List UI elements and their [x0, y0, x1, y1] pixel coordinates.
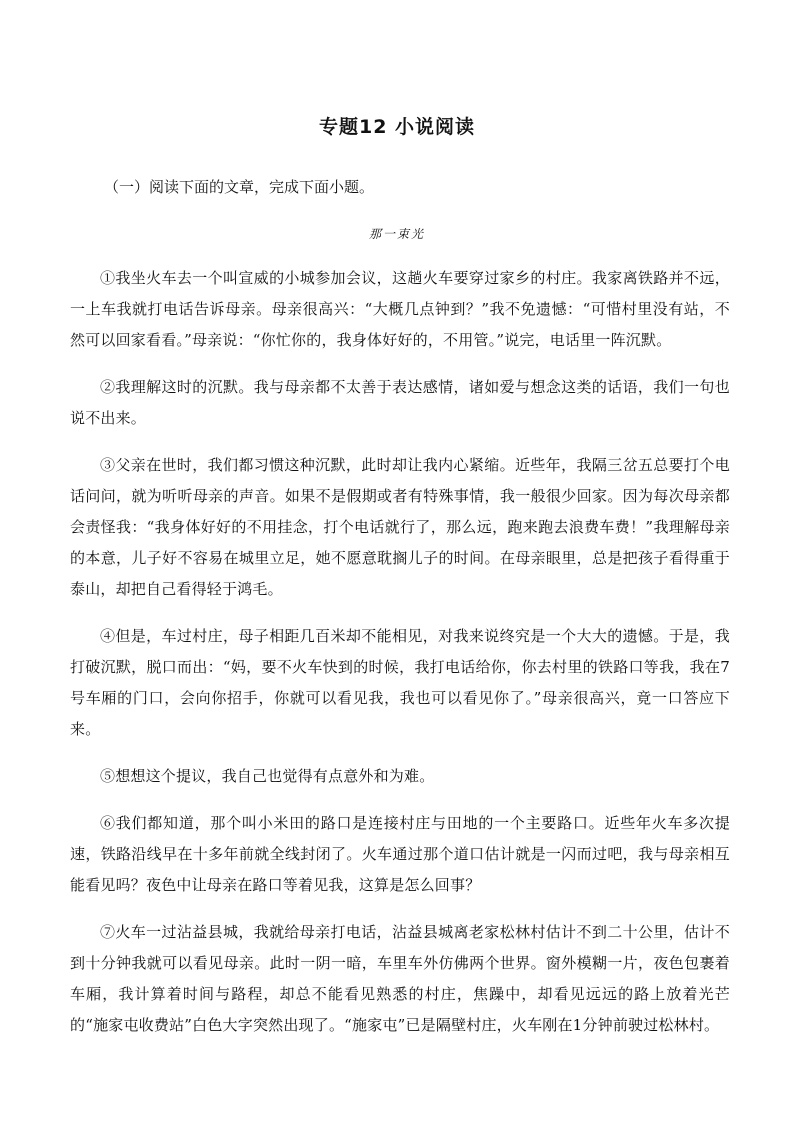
section-instruction: （一）阅读下面的文章，完成下面小题。: [104, 178, 375, 196]
page-title: 专题12 小说阅读: [318, 116, 476, 138]
paragraph-6: ⑥我们都知道，那个叫小米田的路口是连接村庄与田地的一个主要路口。近些年火车多次提速，铁路沿线早在十多年前就全线封闭了。火车通过那个道口估计就是一闪而过吧，我与母亲相互能看见吗？夜色中让母亲在路口等着见我，这算是怎么回事？: [70, 814, 730, 894]
paragraph-2: ②我理解这时的沉默。我与母亲都不太善于表达感情，诸如爱与想念这类的话语，我们一句也说不出来。: [70, 378, 730, 427]
paragraph-3: ③父亲在世时，我们都习惯这种沉默，此时却让我内心紧缩。近些年，我隔三岔五总要打个电话问问，就为听听母亲的声音。如果不是假期或者有特殊事情，我一般很少回家。因为每次母亲都会责怪我：“我身体好好的不用挂念，打个电话就行了，那么远，跑来跑去浪费车费！”我理解母亲的本意，儿子好不容易在城里立足，她不愿意耽搁儿子的时间。在母亲眼里，总是把孩子看得重于泰山，却把自己看得轻于鸿毛。: [70, 456, 730, 598]
paragraph-1: ①我坐火车去一个叫宣威的小城参加会议，这趟火车要穿过家乡的村庄。我家离铁路并不远，一上车我就打电话告诉母亲。母亲很高兴：“大概几点钟到？”我不免遗憾：“可惜村里没有站，不然可以回家看看。”母亲说：“你忙你的，我身体好好的，不用管。”说完，电话里一阵沉默。: [70, 269, 730, 349]
essay-title: 那一束光: [368, 227, 425, 241]
essay-body: [70, 263, 730, 1057]
paragraph-5: ⑤想想这个提议，我自己也觉得有点意外和为难。: [100, 767, 435, 785]
paragraph-4: ④但是，车过村庄，母子相距几百米却不能相见，对我来说终究是一个大大的遗憾。于是，我打破沉默，脱口而出：“妈，要不火车快到的时候，我打电话给你，你去村里的铁路口等我，我在7号车厢的门口，会向你招手，你就可以看见我，我也可以看见你了。”母亲很高兴，竟一口答应下来。: [70, 627, 730, 738]
paragraph-7: ⑦火车一过沾益县城，我就给母亲打电话，沾益县城离老家松林村估计不到二十公里，估计不到十分钟我就可以看见母亲。此时一阴一暗，车里车外仿佛两个世界。窗外模糊一片，夜色包裹着车厢，我计算着时间与路程，却总不能看见熟悉的村庄，焦躁中，却看见远远的路上放着光芒的“施家屯收费站”白色大字突然出现了。“施家屯”已是隔壁村庄，火车刚在1分钟前驶过松林村。: [70, 923, 730, 1034]
